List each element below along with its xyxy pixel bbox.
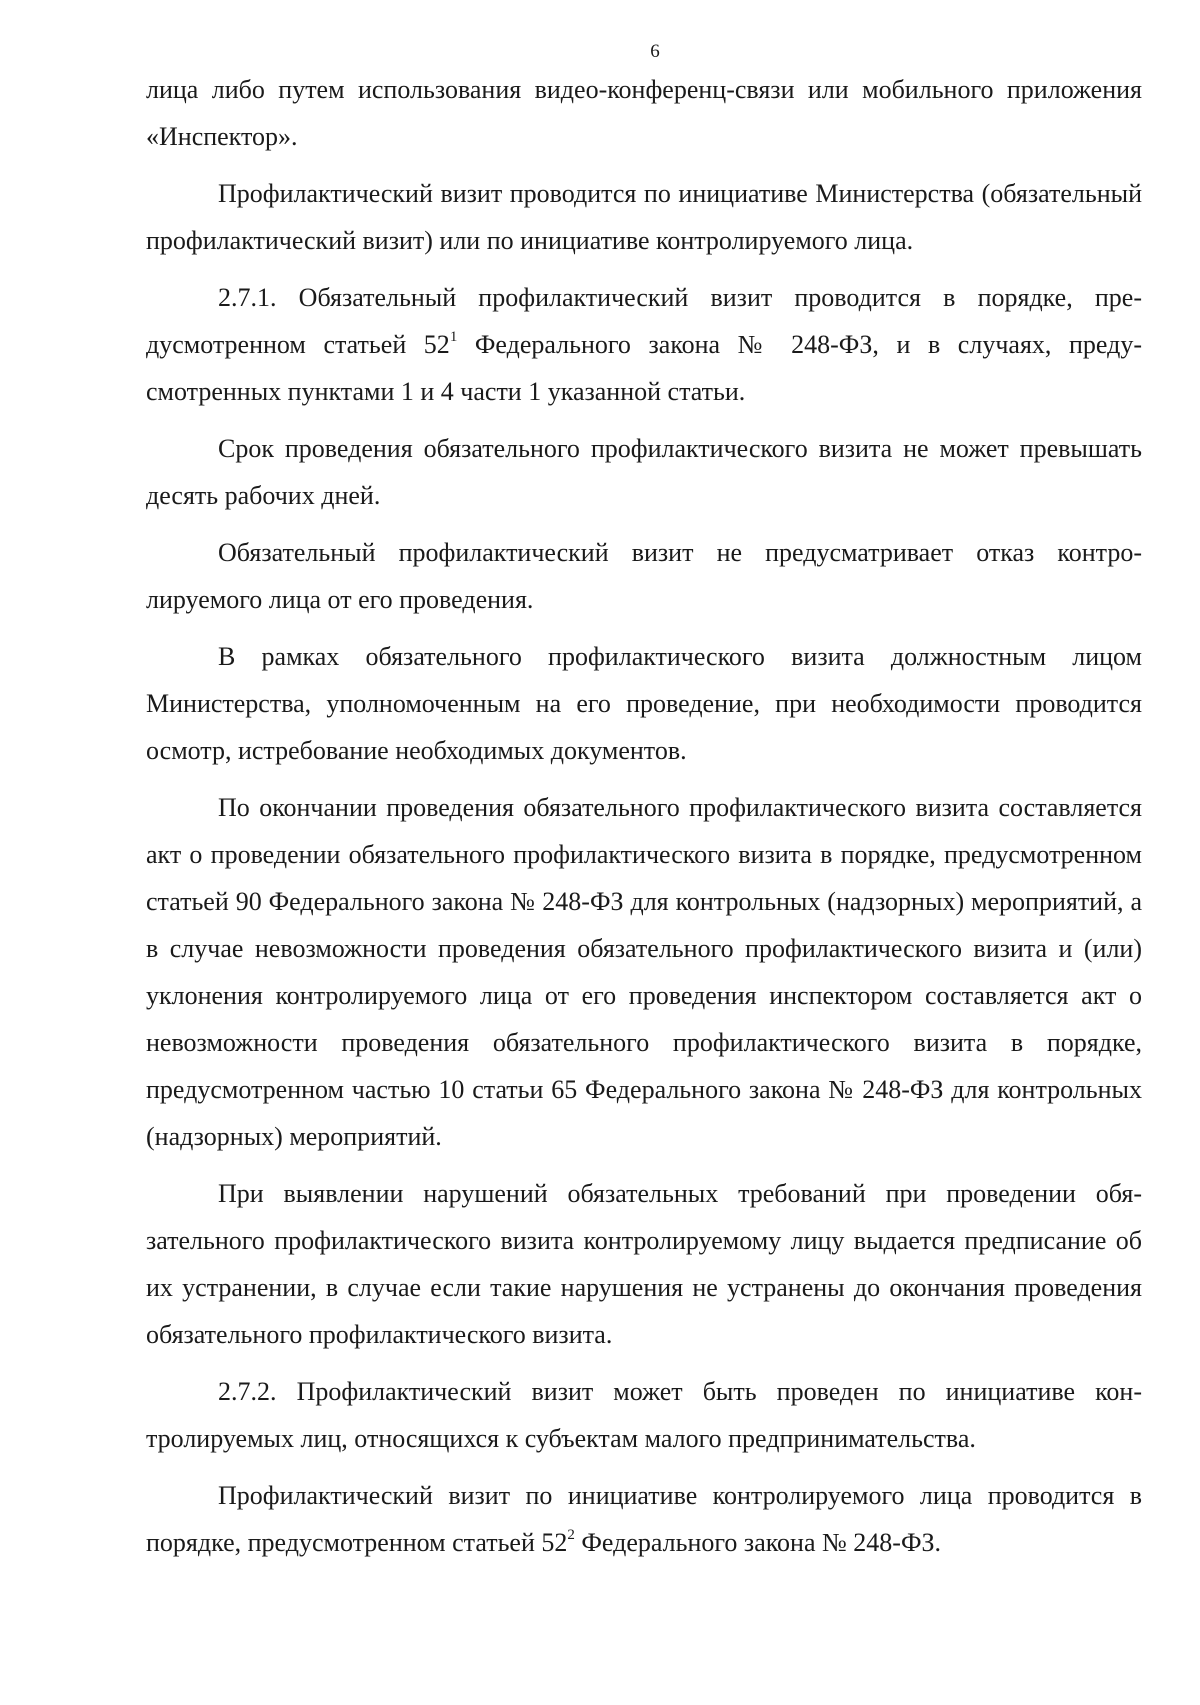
paragraph: В рамках обязательного профилактического визита должностным лицом Министерства, уполномоченным на его проведение, при необходимости проводится осмотр, истребование необходимых документов. bbox=[146, 642, 1142, 765]
paragraph: При выявлении нарушений обязательных требований при проведении обязательного профилактического визита контролируемому лицу выдается предписание об их устранении, в случае если такие нарушения не устранены до окончания проведения обязательного профилактического визита. bbox=[146, 1179, 1142, 1349]
superscript: 2 bbox=[567, 1527, 575, 1543]
paragraph-2-7-2: 2.7.2. Профилактический визит может быть проведен по инициативе контролируемых лиц, относящихся к субъектам малого предпринимательства. bbox=[146, 1377, 1142, 1453]
paragraph: По окончании проведения обязательного профилактического визита составляется акт о проведении обязательного профилактического визита в порядке, предусмотренном статьей 90 Федерального закона № 248-ФЗ для контрольных (надзорных) мероприятий, а в случае невозможности проведения обязательного профилактического визита и (или) уклонения контролируемого лица от его проведения инспектором составляется акт о невозможности проведения обязательного профилактического визита в порядке, предусмотренном частью 10 статьи 65 Федерального закона № 248-ФЗ для контрольных (надзорных) мероприятий. bbox=[146, 793, 1142, 1151]
paragraph bbox=[146, 1472, 1142, 1566]
superscript: 1 bbox=[449, 329, 458, 345]
paragraph: Срок проведения обязательного профилактического визита не может превышать десять рабочих дней. bbox=[146, 434, 1142, 510]
paragraph-2-7-1 bbox=[146, 274, 1142, 415]
paragraph-text: Федерального закона № 248-ФЗ. bbox=[574, 1528, 942, 1557]
document-page bbox=[146, 40, 1142, 1680]
paragraph-text: Профилактический визит по инициативе контролируемого лица проводится в порядке, предусмотренном статьей 52 bbox=[146, 1481, 1142, 1557]
paragraph: Обязательный профилактический визит не предусматривает отказ контролируемого лица от его проведения. bbox=[146, 538, 1142, 614]
paragraph-text: Федерального закона № 248-ФЗ, и в случаях, предусмотренных пунктами 1 и 4 части 1 указанной статьи. bbox=[146, 330, 1142, 406]
page-number: 6 bbox=[650, 41, 660, 62]
paragraph-text: 2.7.1. Обязательный профилактический визит проводится в порядке, предусмотренном статьей 52 bbox=[146, 283, 1142, 359]
paragraph: Профилактический визит проводится по инициативе Министерства (обязательный профилактический визит) или по инициативе контролируемого лица. bbox=[146, 179, 1142, 255]
paragraph: лица либо путем использования видео-конференц-связи или мобильного приложения «Инспектор». bbox=[146, 75, 1142, 151]
